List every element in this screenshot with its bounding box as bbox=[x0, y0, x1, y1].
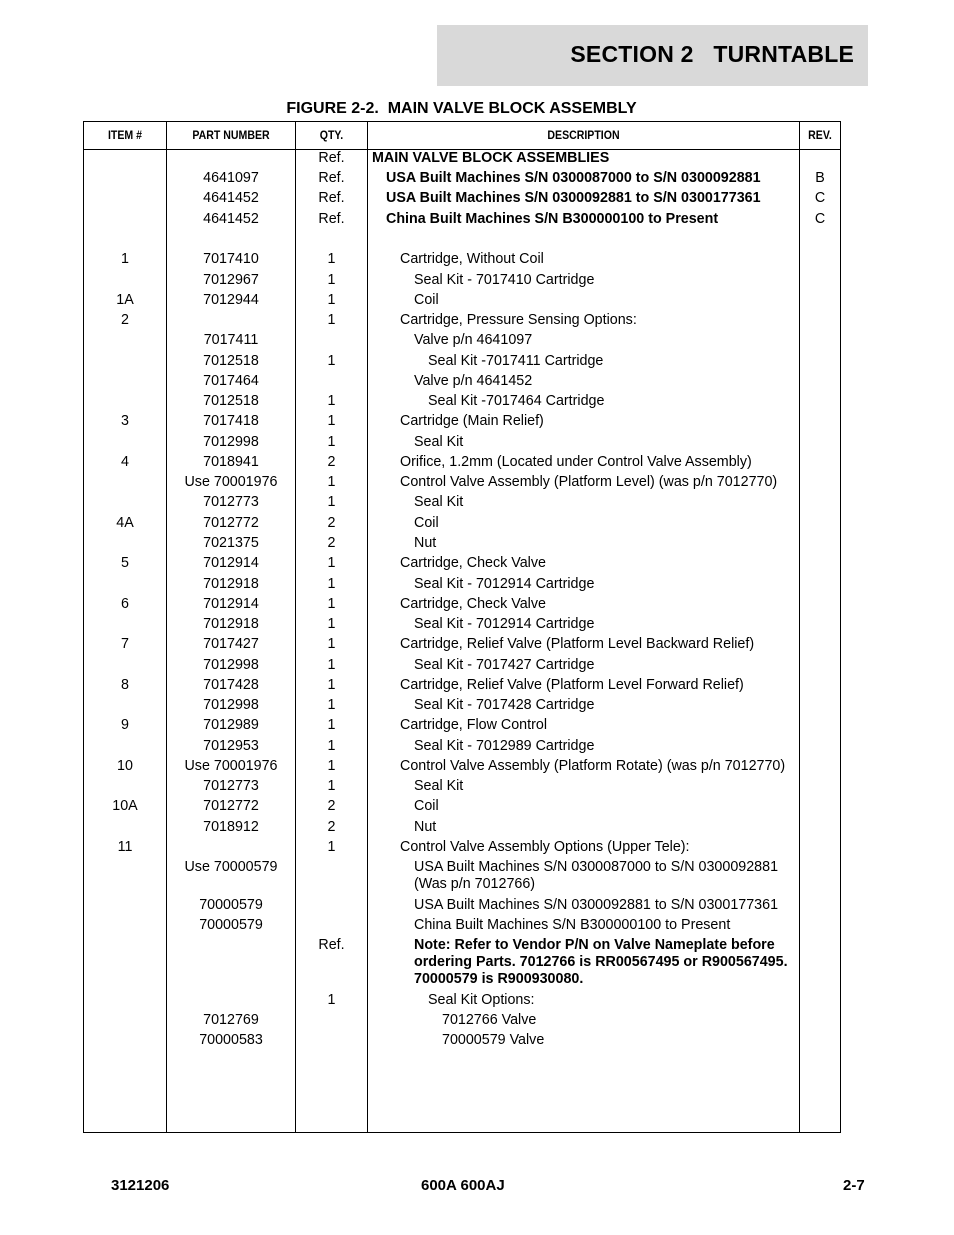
cell-qty: 1 bbox=[327, 413, 336, 429]
figure-title: FIGURE 2-2. MAIN VALVE BLOCK ASSEMBLY bbox=[286, 100, 637, 117]
cell-part-number: 7012914 bbox=[203, 555, 259, 571]
cell-item: 7 bbox=[121, 636, 129, 652]
cell-qty: 1 bbox=[327, 312, 336, 328]
cell-description: Seal Kit -7017411 Cartridge bbox=[428, 353, 604, 369]
cell-description: Cartridge, Without Coil bbox=[400, 251, 544, 267]
cell-qty: Ref. bbox=[318, 150, 345, 166]
cell-qty: 2 bbox=[327, 798, 336, 814]
cell-item: 2 bbox=[121, 312, 129, 328]
column-header-qty: QTY. bbox=[319, 128, 344, 142]
cell-qty: 1 bbox=[327, 657, 336, 673]
footer-page-number: 2-7 bbox=[843, 1177, 865, 1194]
cell-description: Seal Kit - 7017427 Cartridge bbox=[414, 657, 595, 673]
cell-qty: 1 bbox=[327, 839, 336, 855]
cell-item: 11 bbox=[117, 839, 133, 855]
cell-part-number: 7012998 bbox=[203, 657, 259, 673]
cell-qty: 1 bbox=[327, 272, 336, 288]
cell-qty: Ref. bbox=[318, 170, 345, 186]
cell-qty: 2 bbox=[327, 535, 336, 551]
cell-part-number: 4641452 bbox=[203, 211, 259, 227]
cell-description: Cartridge, Pressure Sensing Options: bbox=[400, 312, 637, 328]
cell-description: Seal Kit bbox=[414, 434, 464, 450]
cell-qty: 2 bbox=[327, 819, 336, 835]
cell-description: Seal Kit bbox=[414, 778, 464, 794]
cell-description: Cartridge, Relief Valve (Platform Level Backward Relief) bbox=[400, 636, 755, 652]
cell-description: 7012766 Valve bbox=[442, 1012, 537, 1028]
cell-item: 1A bbox=[116, 292, 134, 308]
cell-qty: 2 bbox=[327, 515, 336, 531]
cell-description: Control Valve Assembly (Platform Rotate) (was p/n 7012770) bbox=[400, 758, 786, 774]
cell-qty: 1 bbox=[327, 393, 336, 409]
cell-part-number: 7012998 bbox=[203, 697, 259, 713]
cell-qty: 1 bbox=[327, 596, 336, 612]
cell-qty: 1 bbox=[327, 697, 336, 713]
cell-part-number: 70000579 bbox=[199, 897, 263, 913]
cell-description: Cartridge, Flow Control bbox=[400, 717, 547, 733]
cell-qty: 1 bbox=[327, 738, 336, 754]
column-header-part-number: PART NUMBER bbox=[192, 128, 270, 142]
cell-rev: C bbox=[814, 211, 826, 227]
column-header-item: ITEM # bbox=[107, 128, 143, 142]
cell-description: Seal Kit - 7012914 Cartridge bbox=[414, 576, 595, 592]
cell-part-number: 7012772 bbox=[203, 798, 259, 814]
cell-qty: 1 bbox=[327, 353, 336, 369]
cell-part-number: 7012772 bbox=[203, 515, 259, 531]
cell-description: Coil bbox=[414, 798, 439, 814]
cell-description: MAIN VALVE BLOCK ASSEMBLIES bbox=[372, 150, 610, 166]
footer-doc-number: 3121206 bbox=[111, 1177, 170, 1194]
cell-qty: Ref. bbox=[318, 211, 345, 227]
cell-description: Note: Refer to Vendor P/N on Valve Nameplate before ordering Parts. 7012766 is RR00567495 or R900567495. 70000579 is R900930080. bbox=[414, 937, 788, 987]
cell-description: Valve p/n 4641097 bbox=[414, 332, 533, 348]
cell-qty: 1 bbox=[327, 434, 336, 450]
cell-qty: 1 bbox=[327, 636, 336, 652]
column-header-description: DESCRIPTION bbox=[547, 128, 620, 142]
cell-part-number: 7021375 bbox=[203, 535, 259, 551]
cell-item: 10A bbox=[112, 798, 138, 814]
cell-description: Nut bbox=[414, 819, 437, 835]
cell-description: Nut bbox=[414, 535, 437, 551]
cell-description: Seal Kit -7017464 Cartridge bbox=[428, 393, 605, 409]
cell-item: 5 bbox=[121, 555, 129, 571]
cell-qty: 1 bbox=[327, 555, 336, 571]
cell-part-number: 7012944 bbox=[203, 292, 259, 308]
cell-part-number: 70000579 bbox=[199, 917, 263, 933]
cell-part-number: 7017411 bbox=[203, 332, 259, 348]
cell-qty: Ref. bbox=[318, 937, 345, 953]
cell-description: China Built Machines S/N B300000100 to Present bbox=[414, 917, 731, 933]
cell-part-number: Use 70001976 bbox=[184, 474, 278, 490]
cell-part-number: 7012967 bbox=[203, 272, 259, 288]
cell-description: Valve p/n 4641452 bbox=[414, 373, 533, 389]
cell-description: Control Valve Assembly (Platform Level) (was p/n 7012770) bbox=[400, 474, 778, 490]
cell-description: Seal Kit Options: bbox=[428, 992, 535, 1008]
cell-part-number: 7017427 bbox=[203, 636, 259, 652]
cell-qty: 1 bbox=[327, 616, 336, 632]
cell-item: 10 bbox=[117, 758, 133, 774]
cell-part-number: Use 70001976 bbox=[184, 758, 278, 774]
parts-table bbox=[83, 121, 841, 1133]
cell-part-number: 7017418 bbox=[203, 413, 259, 429]
cell-description: USA Built Machines S/N 0300092881 to S/N 0300177361 bbox=[386, 190, 761, 206]
cell-description: Cartridge (Main Relief) bbox=[400, 413, 544, 429]
cell-qty: 1 bbox=[327, 758, 336, 774]
cell-part-number: 7017428 bbox=[203, 677, 259, 693]
cell-part-number: 7012769 bbox=[203, 1012, 259, 1028]
cell-part-number: 7012998 bbox=[203, 434, 259, 450]
cell-part-number: 7018912 bbox=[203, 819, 259, 835]
cell-item: 1 bbox=[121, 251, 129, 267]
cell-qty: 1 bbox=[327, 992, 336, 1008]
cell-description: China Built Machines S/N B300000100 to Present bbox=[386, 211, 719, 227]
cell-qty: Ref. bbox=[318, 190, 345, 206]
cell-description: Control Valve Assembly Options (Upper Tele): bbox=[400, 839, 690, 855]
cell-part-number: 7012518 bbox=[203, 393, 259, 409]
cell-description: Cartridge, Check Valve bbox=[400, 596, 546, 612]
cell-part-number: 4641452 bbox=[203, 190, 259, 206]
cell-rev: C bbox=[814, 190, 826, 206]
cell-qty: 1 bbox=[327, 576, 336, 592]
cell-part-number: 7012773 bbox=[203, 778, 259, 794]
cell-part-number: 7012914 bbox=[203, 596, 259, 612]
cell-part-number: 7017464 bbox=[203, 373, 259, 389]
cell-part-number: 7012953 bbox=[203, 738, 259, 754]
cell-description: Seal Kit - 7017410 Cartridge bbox=[414, 272, 595, 288]
cell-description: Seal Kit - 7017428 Cartridge bbox=[414, 697, 595, 713]
cell-item: 4A bbox=[116, 515, 134, 531]
cell-part-number: 7012773 bbox=[203, 494, 259, 510]
cell-part-number: 70000583 bbox=[199, 1032, 263, 1048]
cell-rev: B bbox=[815, 170, 825, 186]
section-title: SECTION 2 TURNTABLE bbox=[570, 41, 854, 67]
cell-description: Seal Kit - 7012914 Cartridge bbox=[414, 616, 595, 632]
cell-part-number: 7012918 bbox=[203, 576, 259, 592]
cell-qty: 1 bbox=[327, 778, 336, 794]
column-divider bbox=[367, 122, 368, 1132]
cell-part-number: 4641097 bbox=[203, 170, 259, 186]
cell-description: Coil bbox=[414, 292, 439, 308]
cell-description: Seal Kit - 7012989 Cartridge bbox=[414, 738, 595, 754]
cell-qty: 2 bbox=[327, 454, 336, 470]
cell-part-number: Use 70000579 bbox=[184, 859, 278, 875]
cell-item: 3 bbox=[121, 413, 129, 429]
cell-description: USA Built Machines S/N 0300087000 to S/N 0300092881 (Was p/n 7012766) bbox=[414, 859, 779, 892]
cell-item: 9 bbox=[121, 717, 129, 733]
column-header-rev: REV. bbox=[808, 128, 832, 142]
cell-part-number: 7012989 bbox=[203, 717, 259, 733]
cell-qty: 1 bbox=[327, 251, 336, 267]
cell-description: Seal Kit bbox=[414, 494, 464, 510]
cell-item: 8 bbox=[121, 677, 129, 693]
cell-part-number: 7018941 bbox=[203, 454, 259, 470]
cell-description: 70000579 Valve bbox=[442, 1032, 545, 1048]
cell-description: Cartridge, Relief Valve (Platform Level Forward Relief) bbox=[400, 677, 744, 693]
cell-description: Cartridge, Check Valve bbox=[400, 555, 546, 571]
column-divider bbox=[799, 122, 800, 1132]
cell-description: Coil bbox=[414, 515, 439, 531]
cell-part-number: 7017410 bbox=[203, 251, 259, 267]
cell-description: USA Built Machines S/N 0300087000 to S/N 0300092881 bbox=[386, 170, 761, 186]
cell-qty: 1 bbox=[327, 474, 336, 490]
cell-item: 4 bbox=[121, 454, 129, 470]
cell-qty: 1 bbox=[327, 292, 336, 308]
section-header-banner bbox=[437, 25, 868, 86]
cell-qty: 1 bbox=[327, 717, 336, 733]
footer-model: 600A 600AJ bbox=[421, 1177, 505, 1194]
cell-part-number: 7012518 bbox=[203, 353, 259, 369]
cell-qty: 1 bbox=[327, 677, 336, 693]
cell-description: Orifice, 1.2mm (Located under Control Valve Assembly) bbox=[400, 454, 752, 470]
cell-item: 6 bbox=[121, 596, 129, 612]
cell-description: USA Built Machines S/N 0300092881 to S/N 0300177361 bbox=[414, 897, 779, 913]
cell-qty: 1 bbox=[327, 494, 336, 510]
cell-part-number: 7012918 bbox=[203, 616, 259, 632]
